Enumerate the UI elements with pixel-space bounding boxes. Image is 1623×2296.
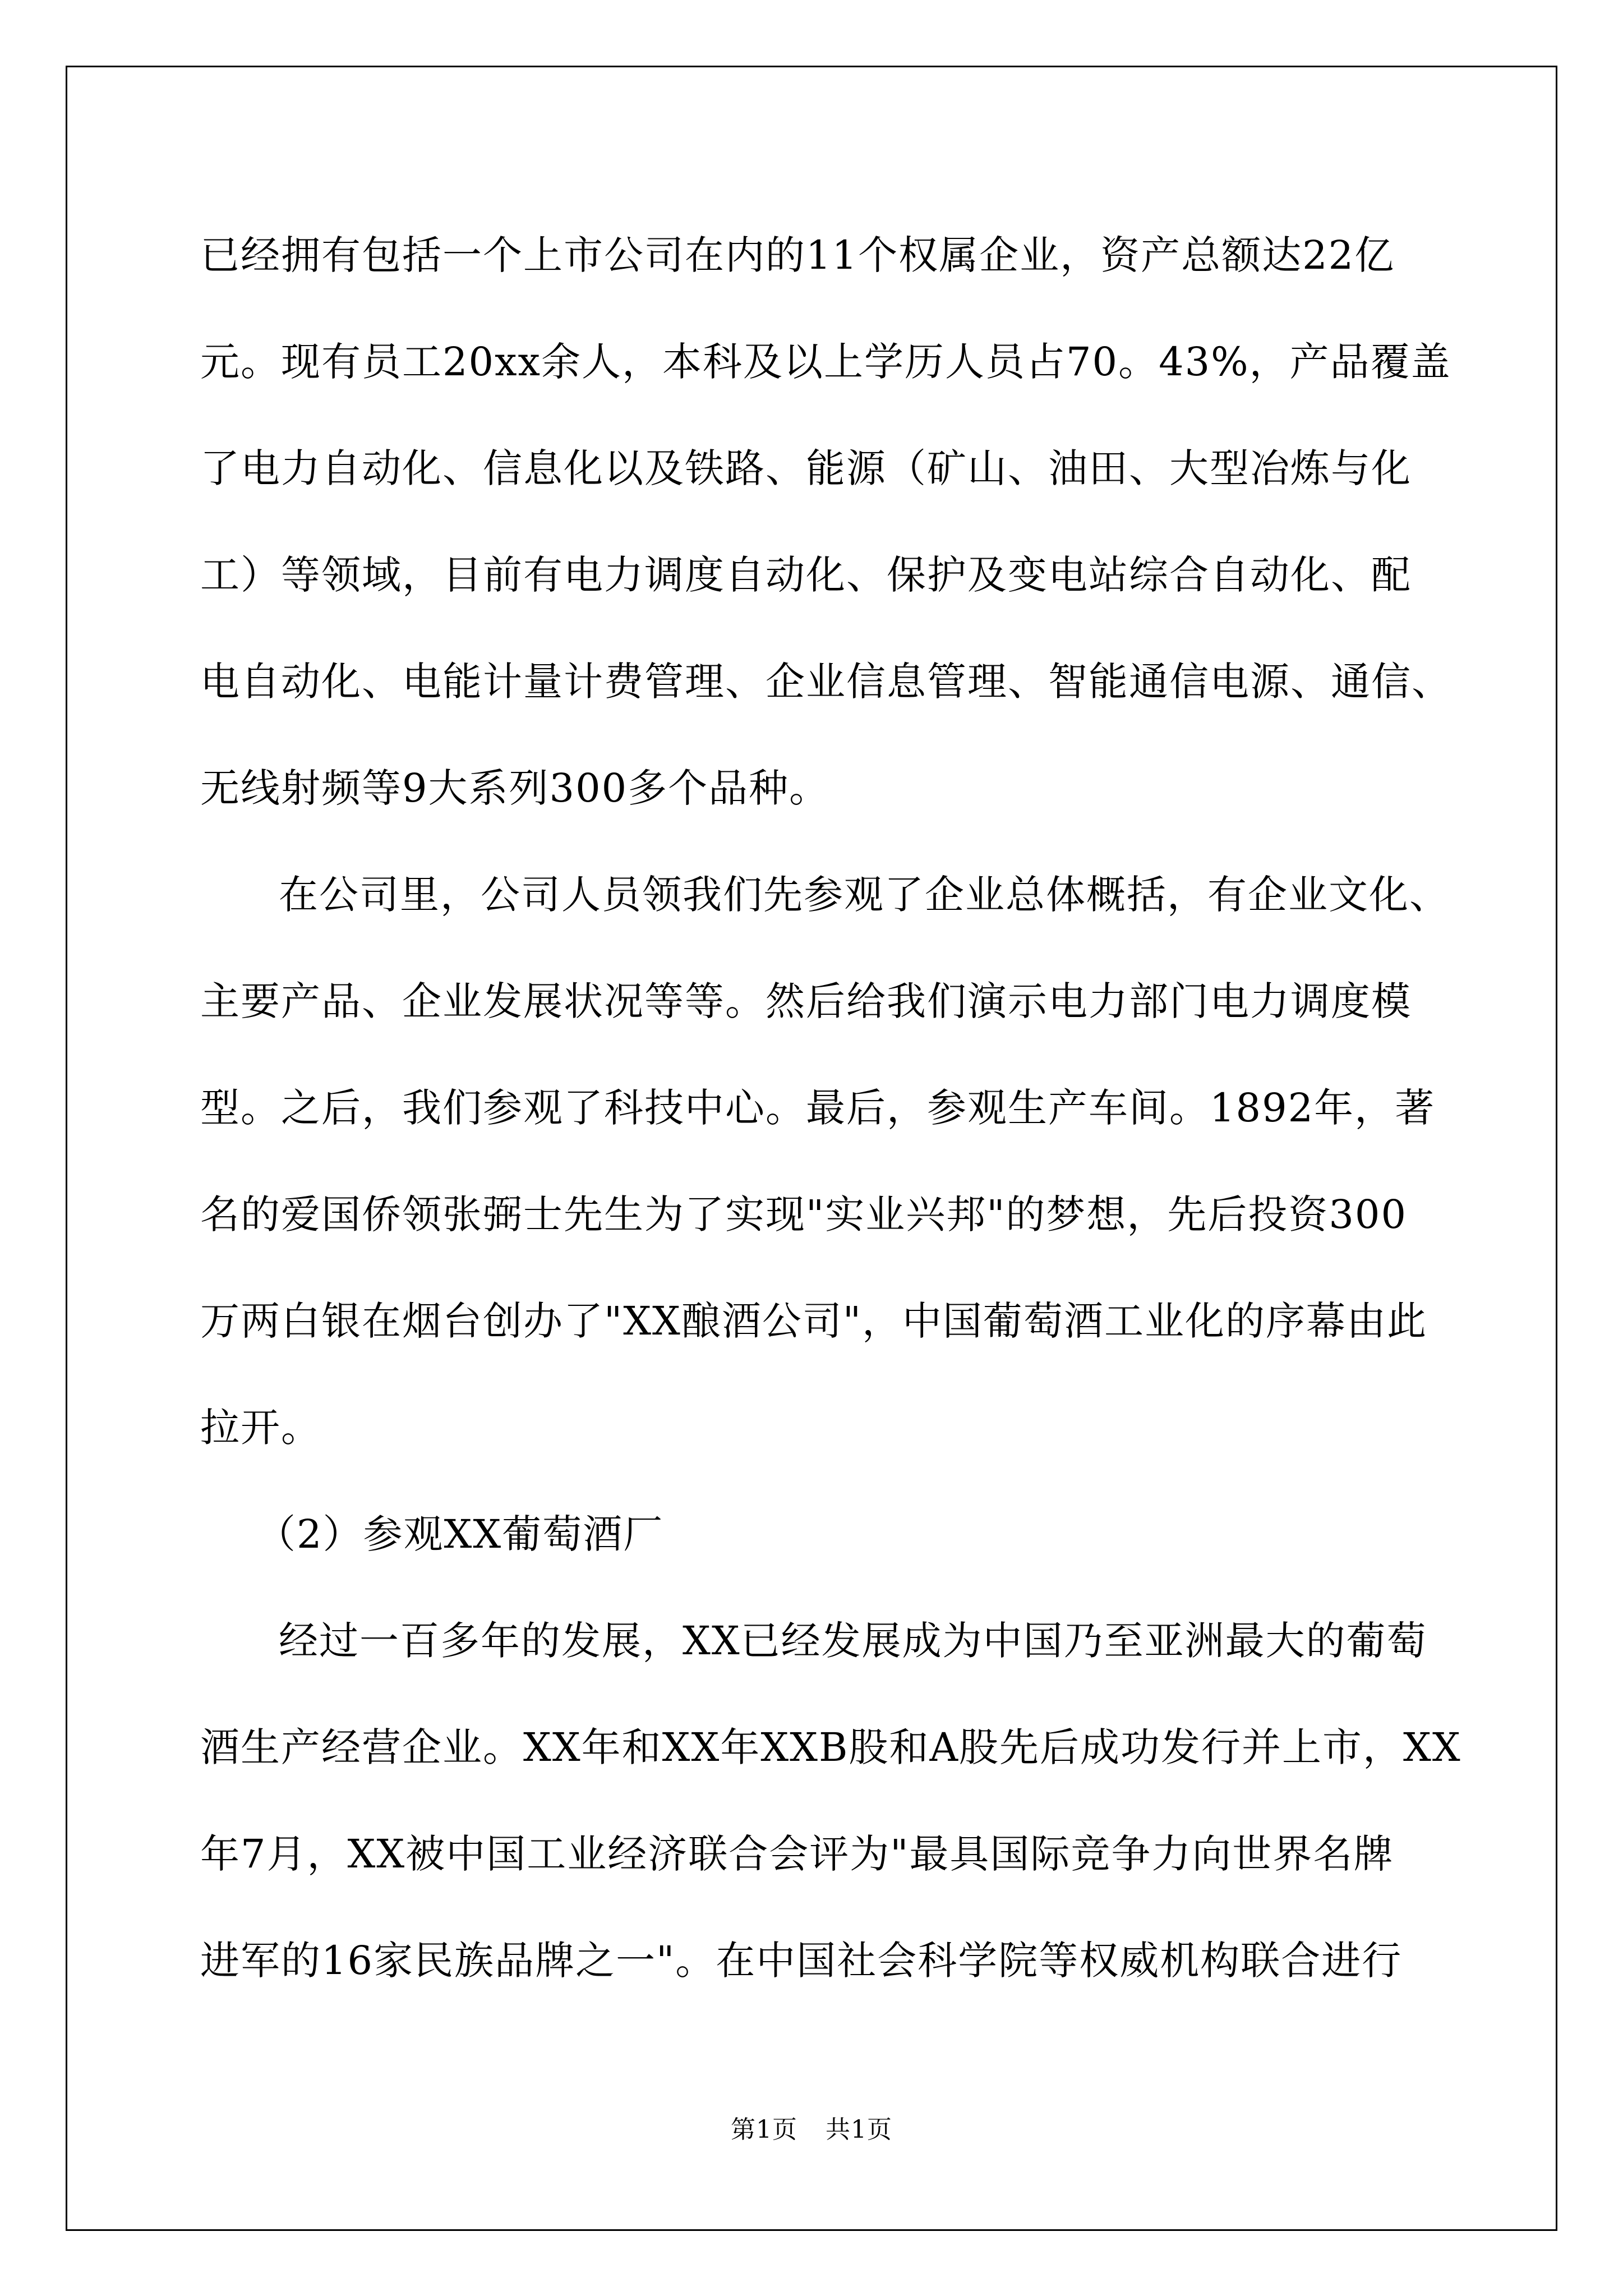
text-line: 年7月，XX被中国工业经济联合会评为"最具国际竞争力向世界名牌 <box>200 1831 1394 1877</box>
text-line: 电自动化、电能计量计费管理、企业信息管理、智能通信电源、通信、 <box>200 659 1452 705</box>
text-line: 名的爱国侨领张弼士先生为了实现"实业兴邦"的梦想，先后投资300 <box>200 1191 1408 1237</box>
text-line: 工）等领域，目前有电力调度自动化、保护及变电站综合自动化、配 <box>200 552 1412 598</box>
text-line: 已经拥有包括一个上市公司在内的11个权属企业，资产总额达22亿 <box>200 232 1395 278</box>
text-line: 了电力自动化、信息化以及铁路、能源（矿山、油田、大型冶炼与化 <box>200 445 1412 491</box>
page-number: 第1页 <box>731 2115 797 2144</box>
text-line: 拉开。 <box>200 1405 321 1451</box>
text-line: 主要产品、企业发展状况等等。然后给我们演示电力部门电力调度模 <box>200 978 1412 1024</box>
text-line: 万两白银在烟台创办了"XX酿酒公司"，中国葡萄酒工业化的序幕由此 <box>200 1298 1428 1344</box>
document-body <box>200 202 1462 2014</box>
section-heading: （2）参观XX葡萄酒厂 <box>256 1511 664 1557</box>
text-line: 进军的16家民族品牌之一"。在中国社会科学院等权威机构联合进行 <box>200 1938 1403 1984</box>
text-line: 无线射频等9大系列300多个品种。 <box>200 765 830 811</box>
text-line: 型。之后，我们参观了科技中心。最后，参观生产车间。1892年，著 <box>200 1085 1436 1131</box>
paragraph-start-line: 经过一百多年的发展，XX已经发展成为中国乃至亚洲最大的葡萄 <box>279 1618 1427 1664</box>
text-line: 元。现有员工20xx余人，本科及以上学历人员占70。43%，产品覆盖 <box>200 339 1451 385</box>
page-total: 共1页 <box>826 2115 892 2144</box>
page-footer <box>0 2109 1623 2145</box>
text-line: 酒生产经营企业。XX年和XX年XXB股和A股先后成功发行并上市，XX <box>200 1724 1461 1770</box>
paragraph-start-line: 在公司里，公司人员领我们先参观了企业总体概括，有企业文化、 <box>279 872 1450 918</box>
